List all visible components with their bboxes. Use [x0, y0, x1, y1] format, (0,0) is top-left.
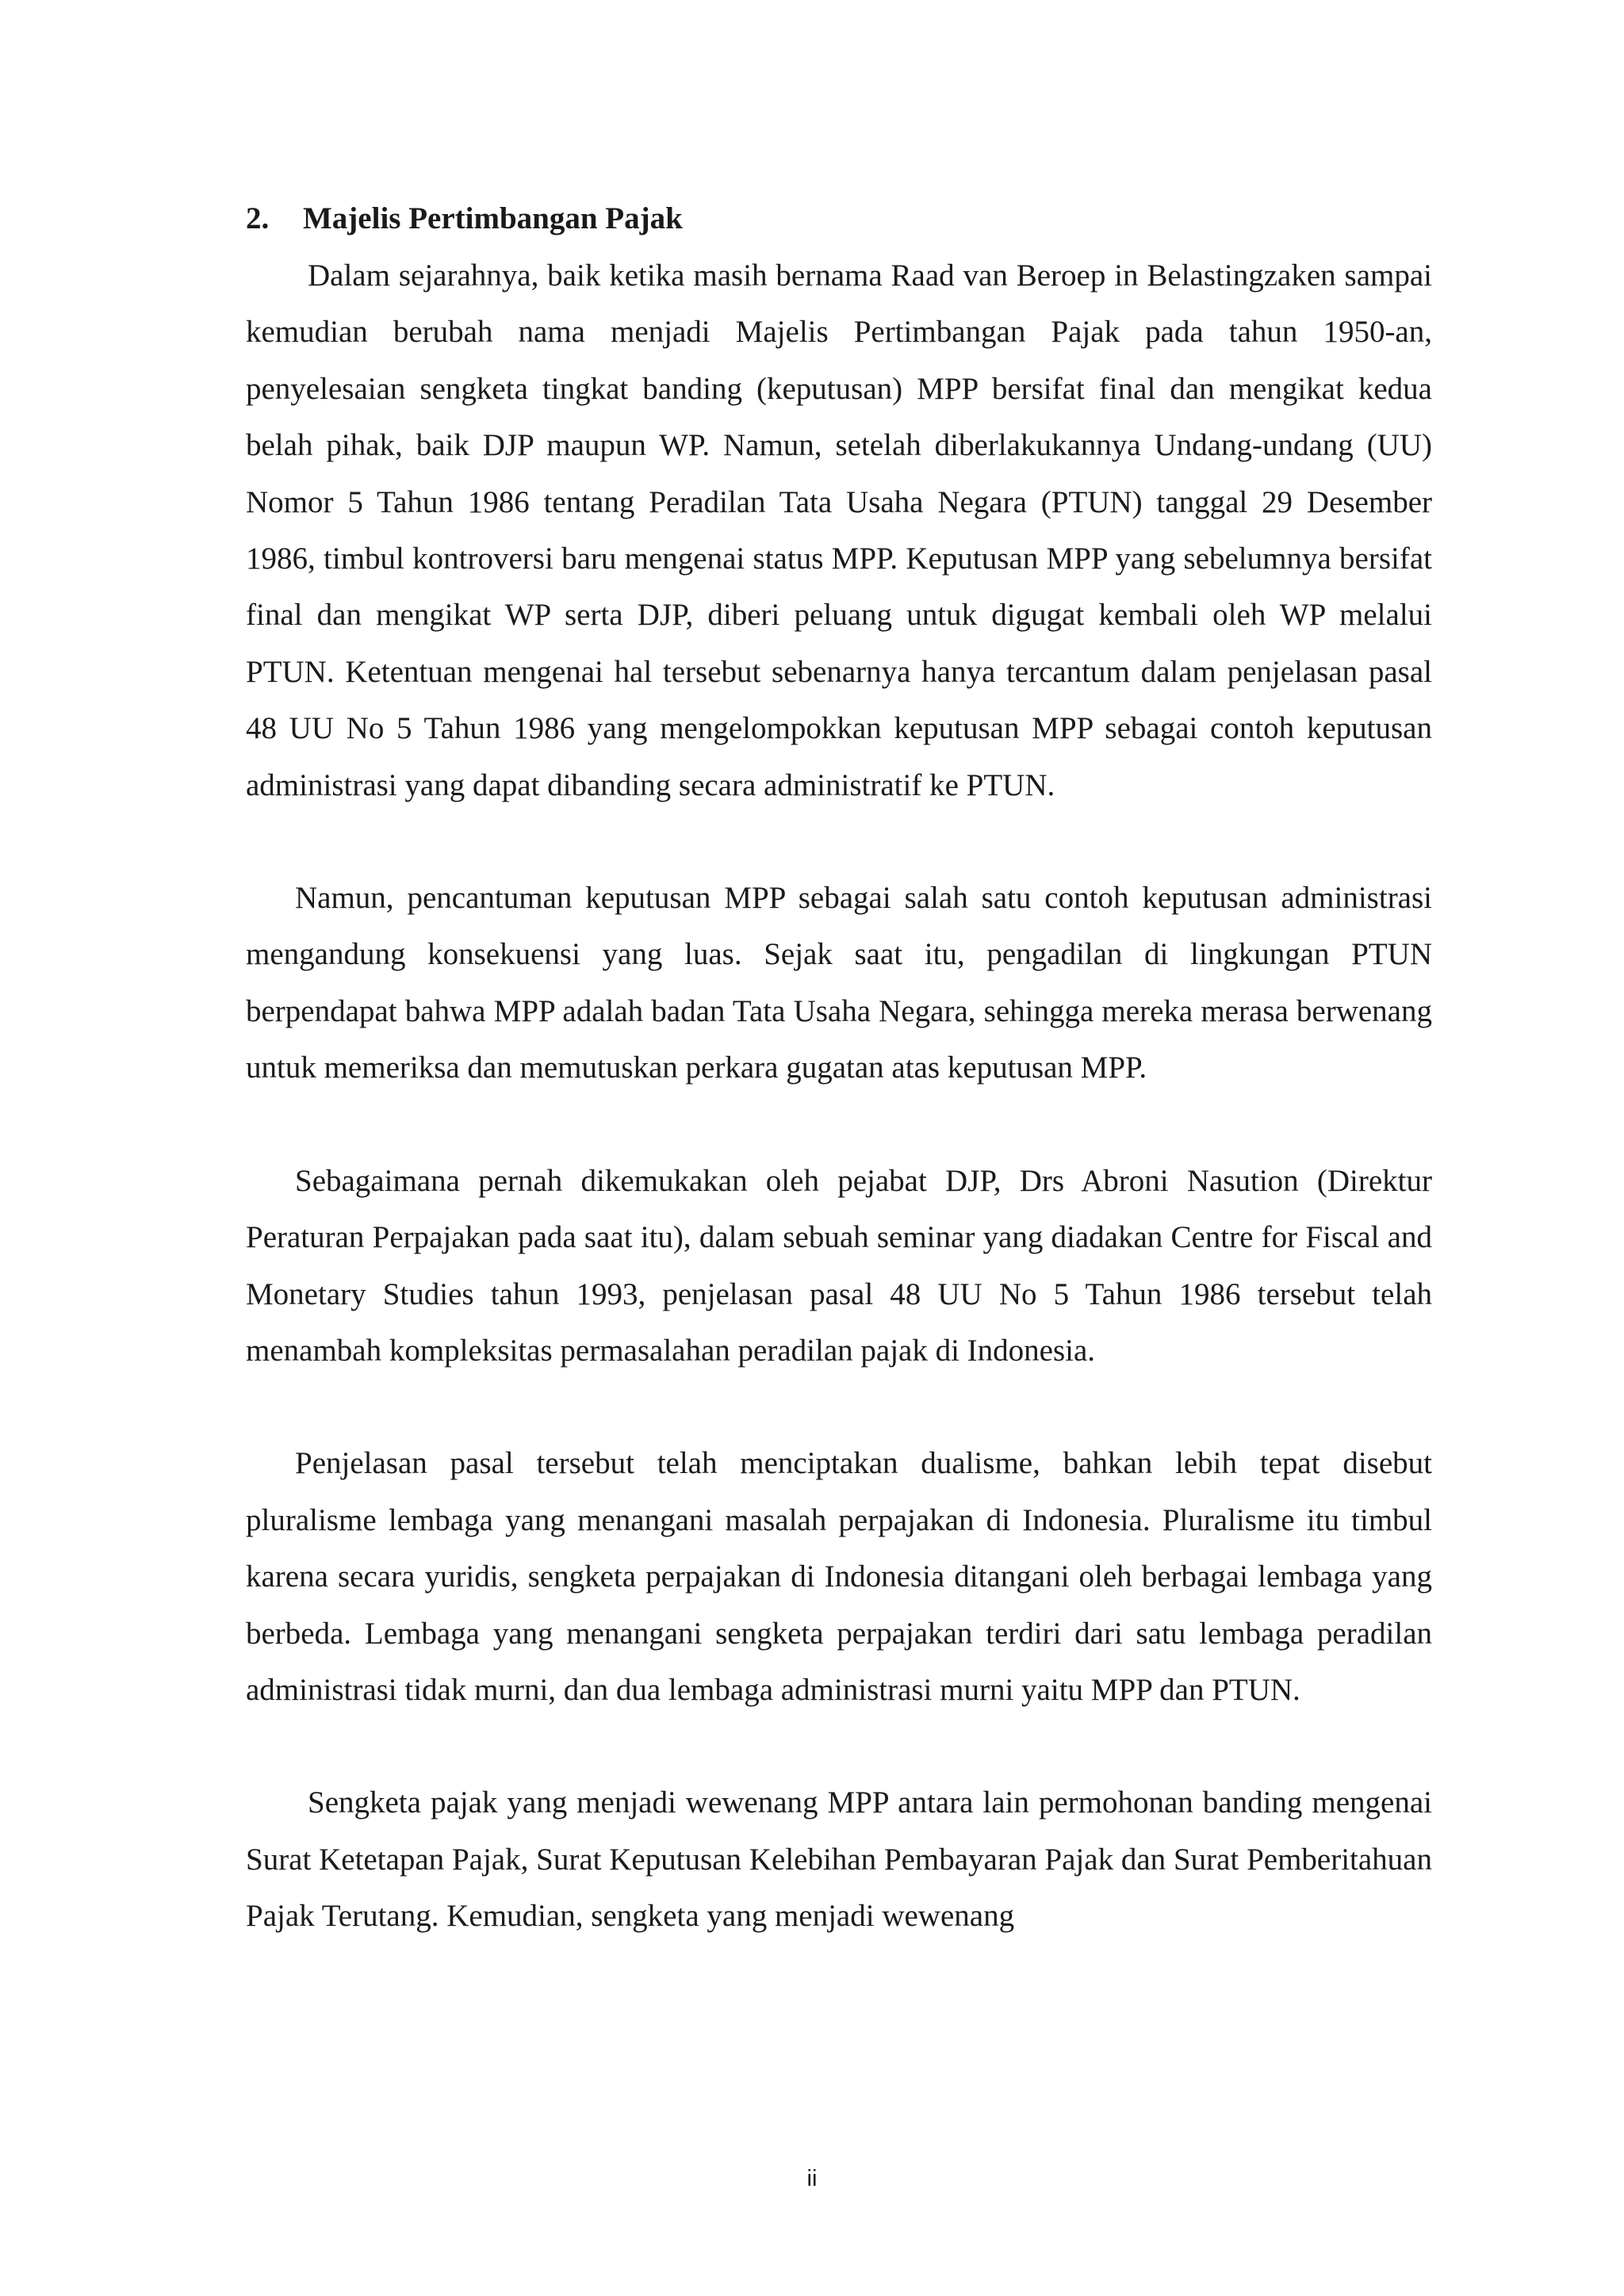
paragraph-gap [246, 813, 1432, 870]
paragraph-gap [246, 1718, 1432, 1774]
section-number: 2. [246, 201, 270, 235]
paragraph-consequence: Namun, pencantuman keputusan MPP sebagai salah satu contoh keputusan administrasi mengandung konsekuensi yang luas. Sejak saat itu, pengadilan di lingkungan PTUN berpendapat bahwa MPP adalah badan Tata Usaha Negara, sehingga mereka merasa berwenang untuk memeriksa dan memutuskan perkara gugatan atas keputusan MPP. [246, 881, 1432, 1085]
paragraph-pluralism: Penjelasan pasal tersebut telah menciptakan dualisme, bahkan lebih tepat disebut pluralisme lembaga yang menangani masalah perpajakan di Indonesia. Pluralisme itu timbul karena secara yuridis, sengketa perpajakan di Indonesia ditangani oleh berbagai lembaga yang berbeda. Lembaga yang menangani sengketa perpajakan terdiri dari satu lembaga peradilan administrasi tidak murni, dan dua lembaga administrasi murni yaitu MPP dan PTUN. [246, 1446, 1432, 1707]
paragraph-gap [246, 1096, 1432, 1153]
section-heading [246, 190, 1432, 247]
page-number: ii [806, 2166, 818, 2191]
document-page [246, 190, 1432, 1945]
section-title: Majelis Pertimbangan Pajak [303, 201, 683, 235]
paragraph-gap [246, 1379, 1432, 1435]
paragraph-seminar: Sebagaimana pernah dikemukakan oleh pejabat DJP, Drs Abroni Nasution (Direktur Peraturan Perpajakan pada saat itu), dalam sebuah seminar yang diadakan Centre for Fiscal and Monetary Studies tahun 1993, penjelasan pasal 48 UU No 5 Tahun 1986 tersebut telah menambah kompleksitas permasalahan peradilan pajak di Indonesia. [246, 1163, 1432, 1368]
paragraph-disputes: Sengketa pajak yang menjadi wewenang MPP antara lain permohonan banding mengenai Surat Ketetapan Pajak, Surat Keputusan Kelebihan Pembayaran Pajak dan Surat Pemberitahuan Pajak Terutang. Kemudian, sengketa yang menjadi wewenang [246, 1785, 1432, 1934]
paragraph-history: Dalam sejarahnya, baik ketika masih bernama Raad van Beroep in Belastingzaken sampai kemudian berubah nama menjadi Majelis Pertimbangan Pajak pada tahun 1950-an, penyelesaian sengketa tingkat banding (keputusan) MPP bersifat final dan mengikat kedua belah pihak, baik DJP maupun WP. Namun, setelah diberlakukannya Undang-undang (UU) Nomor 5 Tahun 1986 tentang Peradilan Tata Usaha Negara (PTUN) tanggal 29 Desember 1986, timbul kontroversi baru mengenai status MPP. Keputusan MPP yang sebelumnya bersifat final dan mengikat WP serta DJP, diberi peluang untuk digugat kembali oleh WP melalui PTUN. Ketentuan mengenai hal tersebut sebenarnya hanya tercantum dalam penjelasan pasal 48 UU No 5 Tahun 1986 yang mengelompokkan keputusan MPP sebagai contoh keputusan administrasi yang dapat dibanding secara administratif ke PTUN. [246, 258, 1432, 802]
